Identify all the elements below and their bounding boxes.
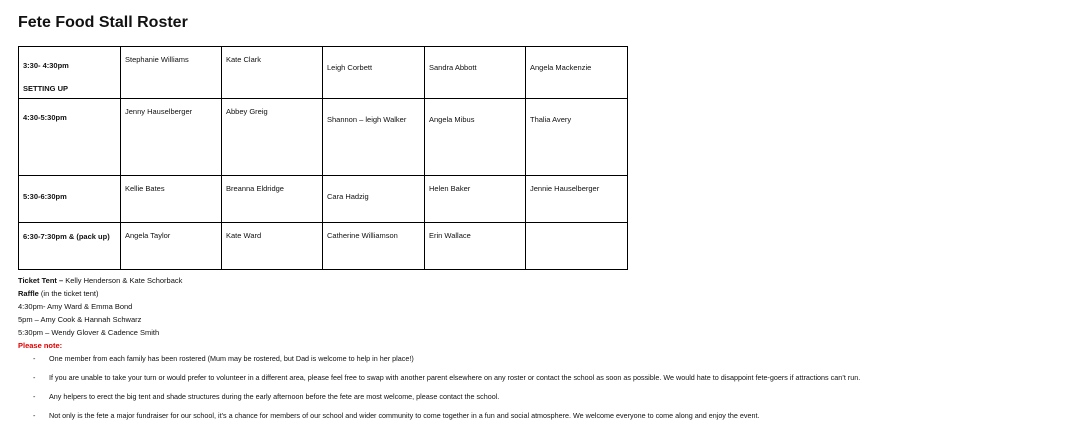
time-slot-cell bbox=[19, 176, 121, 223]
volunteer-name: Kate Ward bbox=[226, 231, 262, 240]
volunteer-name: Helen Baker bbox=[429, 184, 471, 193]
volunteer-cell bbox=[323, 99, 425, 176]
volunteer-name bbox=[530, 223, 623, 231]
volunteer-name: Catherine Williamson bbox=[327, 231, 398, 240]
raffle-value: (in the ticket tent) bbox=[38, 289, 99, 298]
volunteer-cell bbox=[121, 99, 222, 176]
volunteer-name: Angela Mibus bbox=[429, 115, 475, 124]
ticket-tent-line bbox=[18, 274, 1068, 287]
volunteer-name: Kellie Bates bbox=[125, 184, 165, 193]
volunteer-cell bbox=[526, 47, 628, 99]
volunteer-cell bbox=[323, 47, 425, 99]
volunteer-name: Jennie Hauselberger bbox=[530, 184, 600, 193]
volunteer-cell bbox=[425, 47, 526, 99]
note-text: One member from each family has been rostered (Mum may be rostered, but Dad is welcome to help in her place!) bbox=[49, 354, 414, 363]
raffle-slot: 4:30pm- Amy Ward & Emma Bond bbox=[18, 302, 133, 311]
time-slot-label: 3:30- 4:30pm bbox=[23, 61, 69, 70]
list-item bbox=[18, 372, 1068, 383]
bullet-dash: - bbox=[33, 354, 36, 363]
raffle-slot: 5pm – Amy Cook & Hannah Schwarz bbox=[18, 315, 142, 324]
volunteer-name: Angela Taylor bbox=[125, 231, 171, 240]
volunteer-cell bbox=[323, 223, 425, 270]
time-slot-label: 4:30-5:30pm bbox=[23, 113, 67, 122]
note-heading: Please note: bbox=[18, 341, 63, 350]
volunteer-name: Shannon – leigh Walker bbox=[327, 115, 407, 124]
volunteer-name: Leigh Corbett bbox=[327, 63, 373, 72]
volunteer-cell bbox=[121, 223, 222, 270]
ticket-tent-label: Ticket Tent – bbox=[18, 276, 64, 285]
page-title: Fete Food Stall Roster bbox=[18, 14, 188, 31]
volunteer-name: Kate Clark bbox=[226, 55, 262, 64]
volunteer-cell bbox=[526, 223, 628, 270]
time-slot-label: 6:30-7:30pm & (pack up) bbox=[23, 232, 110, 241]
raffle-line bbox=[18, 287, 1068, 300]
volunteer-cell bbox=[526, 176, 628, 223]
volunteer-name: Sandra Abbott bbox=[429, 63, 477, 72]
roster-row bbox=[19, 176, 628, 223]
volunteer-cell bbox=[323, 176, 425, 223]
volunteer-name: Abbey Greig bbox=[226, 107, 268, 116]
notes-list bbox=[18, 353, 1068, 421]
list-item bbox=[18, 391, 1068, 402]
roster-table bbox=[18, 46, 628, 270]
note-text: Not only is the fete a major fundraiser for our school, it’s a chance for members of our school and wider community to come together in a fun and social atmosphere. We welcome everyone to come along and enjoy the event. bbox=[49, 411, 760, 420]
time-slot-label: 5:30-6:30pm bbox=[23, 192, 67, 201]
volunteer-name: Angela Mackenzie bbox=[530, 63, 592, 72]
volunteer-cell bbox=[425, 223, 526, 270]
volunteer-cell bbox=[222, 176, 323, 223]
raffle-slot: 5:30pm – Wendy Glover & Cadence Smith bbox=[18, 328, 160, 337]
list-item bbox=[18, 410, 1068, 421]
volunteer-cell bbox=[222, 223, 323, 270]
volunteer-name: Stephanie Williams bbox=[125, 55, 189, 64]
note-text: If you are unable to take your turn or would prefer to volunteer in a different area, please feel free to swap with another parent elsewhere on any roster or contact the school as soon as possible. We would hate to disappoint fete-goers if attractions can’t run. bbox=[49, 373, 861, 382]
raffle-label: Raffle bbox=[18, 289, 39, 298]
roster-row bbox=[19, 47, 628, 99]
roster-row bbox=[19, 223, 628, 270]
volunteer-name: Thalia Avery bbox=[530, 115, 572, 124]
volunteer-name: Cara Hadzig bbox=[327, 192, 369, 201]
volunteer-cell bbox=[121, 176, 222, 223]
volunteer-cell bbox=[526, 99, 628, 176]
list-item bbox=[18, 353, 1068, 364]
time-slot-cell bbox=[19, 47, 121, 99]
time-slot-note: SETTING UP bbox=[23, 84, 69, 93]
time-slot-cell bbox=[19, 99, 121, 176]
note-text: Any helpers to erect the big tent and shade structures during the early afternoon before the fete are most welcome, please contact the school. bbox=[49, 392, 500, 401]
volunteer-cell bbox=[222, 99, 323, 176]
roster-row bbox=[19, 99, 628, 176]
volunteer-cell bbox=[425, 99, 526, 176]
volunteer-name: Jenny Hauselberger bbox=[125, 107, 193, 116]
volunteer-cell bbox=[222, 47, 323, 99]
bullet-dash: - bbox=[33, 373, 36, 382]
notes-section bbox=[18, 274, 1068, 429]
time-slot-cell bbox=[19, 223, 121, 270]
volunteer-cell bbox=[425, 176, 526, 223]
bullet-dash: - bbox=[33, 411, 36, 420]
volunteer-name: Erin Wallace bbox=[429, 231, 471, 240]
volunteer-cell bbox=[121, 47, 222, 99]
volunteer-name: Breanna Eldridge bbox=[226, 184, 284, 193]
bullet-dash: - bbox=[33, 392, 36, 401]
ticket-tent-value: Kelly Henderson & Kate Schorback bbox=[63, 276, 183, 285]
